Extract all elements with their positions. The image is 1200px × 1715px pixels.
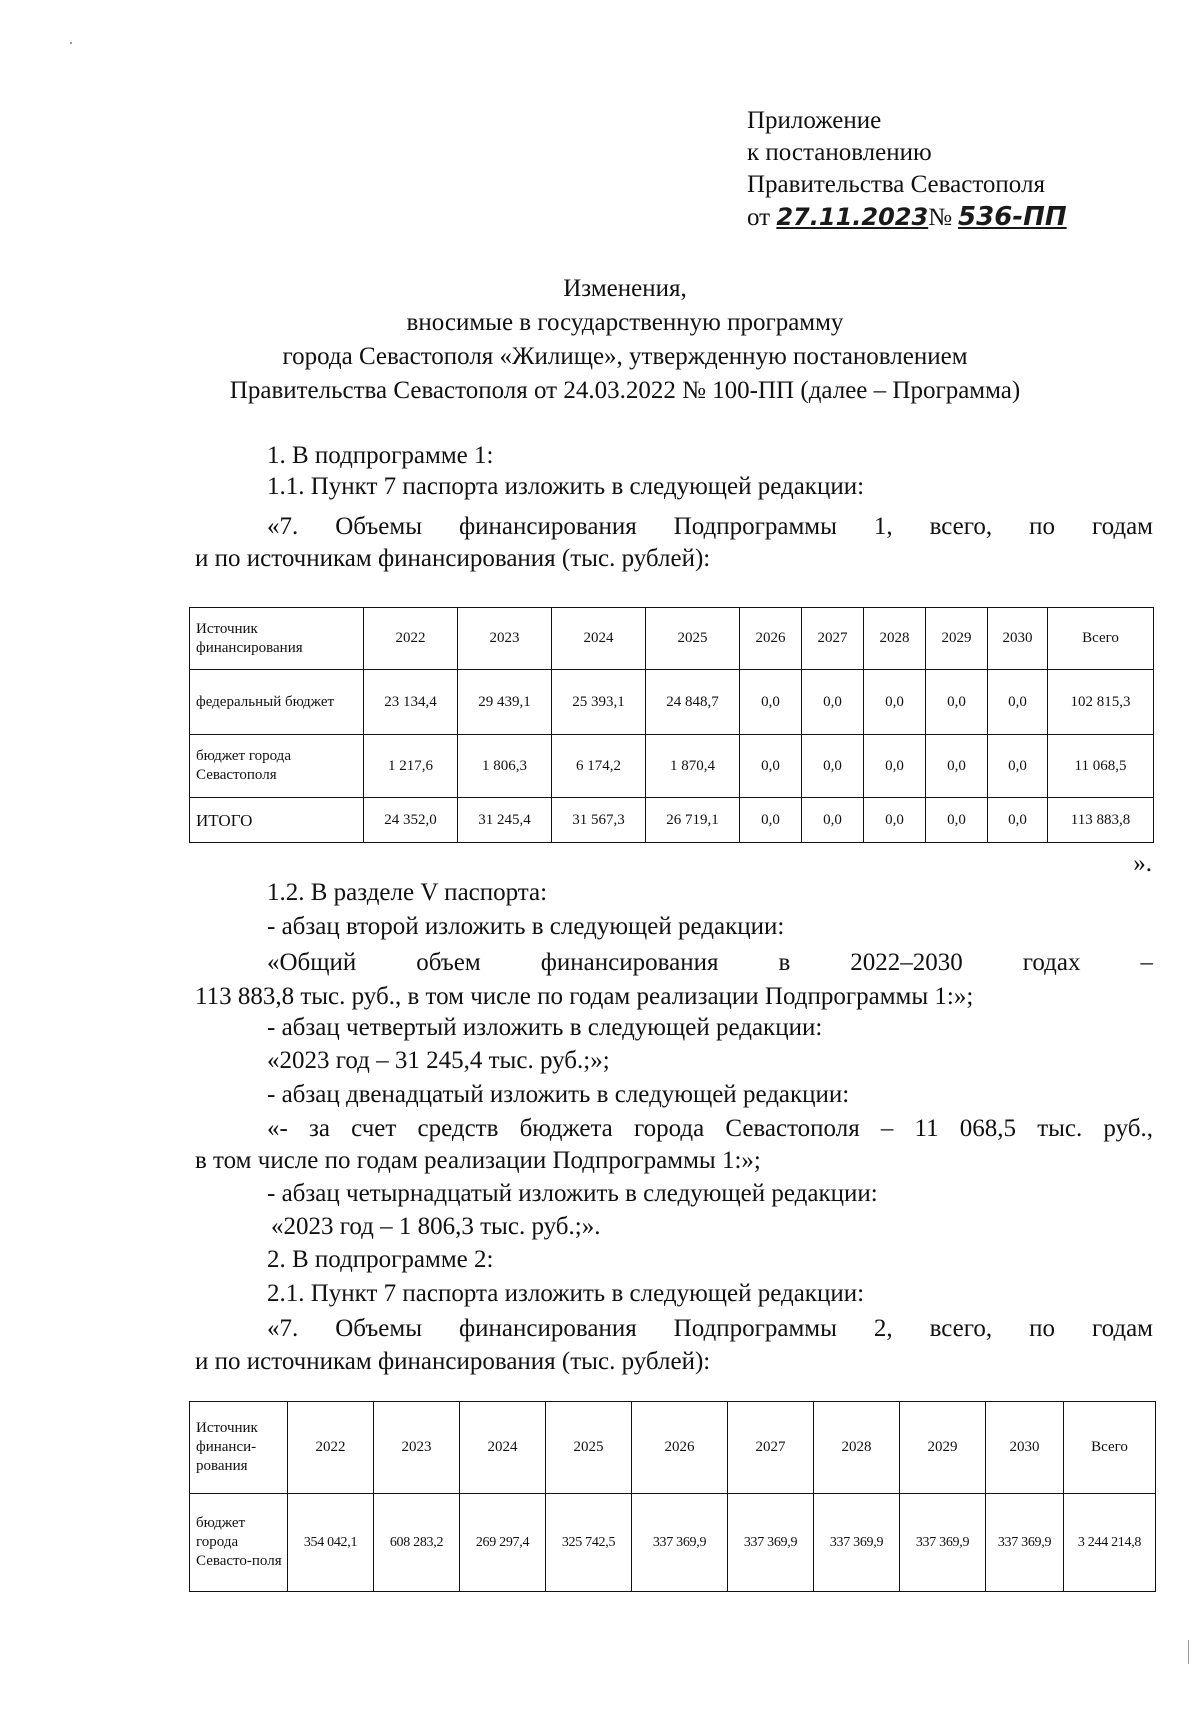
table-header-cell: Всего bbox=[1048, 608, 1154, 670]
paragraph-1-2-h: «2023 год – 1 806,3 тыс. руб.;». bbox=[271, 1213, 601, 1240]
title-line-2: вносимые в государственную программу bbox=[406, 309, 844, 336]
table-cell: 0,0 bbox=[802, 670, 864, 735]
table-header-cell: 2027 bbox=[728, 1402, 814, 1494]
paragraph-1-2-d: «2023 год – 31 245,4 тыс. руб.;»; bbox=[267, 1047, 610, 1074]
table-header-cell: 2026 bbox=[632, 1402, 728, 1494]
table-cell: 608 283,2 bbox=[374, 1494, 460, 1592]
table-cell: 11 068,5 bbox=[1048, 735, 1154, 798]
table-cell: ИТОГО bbox=[190, 798, 364, 843]
table-total-row bbox=[190, 798, 1154, 843]
table-cell: 1 870,4 bbox=[646, 735, 740, 798]
table-cell: 29 439,1 bbox=[458, 670, 552, 735]
table-header-cell: 2025 bbox=[646, 608, 740, 670]
table-header-cell: Источник финанси-рования bbox=[190, 1402, 288, 1494]
table-cell: 0,0 bbox=[740, 798, 802, 843]
paragraph-2-1-quote-a: «7. Объемы финансирования Подпрограммы 2, всего, по годам bbox=[267, 1315, 1153, 1342]
paragraph-1-1: 1.1. Пункт 7 паспорта изложить в следующей редакции: bbox=[267, 473, 865, 500]
appendix-line-2: к постановлению bbox=[747, 139, 932, 166]
table-header-cell: Источник финансирования bbox=[190, 608, 364, 670]
table-header-cell: 2025 bbox=[546, 1402, 632, 1494]
table-header-cell: 2029 bbox=[900, 1402, 986, 1494]
table-cell: 0,0 bbox=[988, 670, 1048, 735]
table-cell: 25 393,1 bbox=[552, 670, 646, 735]
table-header-cell: 2024 bbox=[460, 1402, 546, 1494]
from-label: от bbox=[747, 204, 771, 231]
table-cell: 1 806,3 bbox=[458, 735, 552, 798]
table-cell: 337 369,9 bbox=[632, 1494, 728, 1592]
table-cell: 31 567,3 bbox=[552, 798, 646, 843]
table-header-cell: 2028 bbox=[864, 608, 926, 670]
table-header-cell: 2023 bbox=[458, 608, 552, 670]
paragraph-1-2: 1.2. В разделе V паспорта: bbox=[267, 879, 548, 906]
table-row bbox=[190, 670, 1154, 735]
table-cell: 337 369,9 bbox=[986, 1494, 1064, 1592]
table-cell: 0,0 bbox=[740, 735, 802, 798]
table-cell: 31 245,4 bbox=[458, 798, 552, 843]
paragraph-1-2-a: - абзац второй изложить в следующей редакции: bbox=[267, 913, 785, 940]
table-header-cell: 2030 bbox=[986, 1402, 1064, 1494]
table-cell: 0,0 bbox=[864, 670, 926, 735]
table-header-cell: 2028 bbox=[814, 1402, 900, 1494]
table-row bbox=[190, 1494, 1156, 1592]
table-row bbox=[190, 735, 1154, 798]
table-header-cell: 2024 bbox=[552, 608, 646, 670]
financing-table-2 bbox=[189, 1401, 1156, 1592]
handwritten-date: 27.11.2023 bbox=[776, 203, 929, 231]
table-header-row bbox=[190, 1402, 1156, 1494]
table-cell: 0,0 bbox=[926, 798, 988, 843]
table-cell: 0,0 bbox=[802, 798, 864, 843]
title-line-4: Правительства Севастополя от 24.03.2022 № 100-ПП (далее – Программа) bbox=[229, 377, 1021, 404]
table-header-cell: 2027 bbox=[802, 608, 864, 670]
table-header-cell: 2029 bbox=[926, 608, 988, 670]
paragraph-1: 1. В подпрограмме 1: bbox=[267, 442, 494, 469]
table-header-row bbox=[190, 608, 1154, 670]
paragraph-1-2-c: - абзац четвертый изложить в следующей редакции: bbox=[267, 1014, 823, 1041]
table-cell: 0,0 bbox=[926, 670, 988, 735]
table-cell: 337 369,9 bbox=[900, 1494, 986, 1592]
paragraph-1-1-quote-b: и по источникам финансирования (тыс. рублей): bbox=[195, 545, 711, 572]
table-cell: 24 352,0 bbox=[364, 798, 458, 843]
paragraph-1-2-f1: «- за счет средств бюджета города Севастополя – 11 068,5 тыс. руб., bbox=[267, 1115, 1153, 1142]
table-cell: 23 134,4 bbox=[364, 670, 458, 735]
table-cell: 269 297,4 bbox=[460, 1494, 546, 1592]
paragraph-1-2-b2: 113 883,8 тыс. руб., в том числе по годам реализации Подпрограммы 1:»; bbox=[195, 983, 974, 1010]
title-line-3: города Севастополя «Жилище», утвержденную постановлением bbox=[282, 343, 968, 370]
table-header-cell: 2022 bbox=[288, 1402, 374, 1494]
table-cell: федеральный бюджет bbox=[190, 670, 364, 735]
table-cell: 3 244 214,8 bbox=[1064, 1494, 1156, 1592]
table-cell: 0,0 bbox=[926, 735, 988, 798]
appendix-line-3: Правительства Севастополя bbox=[747, 171, 1045, 198]
paragraph-1-2-e: - абзац двенадцатый изложить в следующей редакции: bbox=[267, 1081, 850, 1108]
title-line-1: Изменения, bbox=[563, 275, 687, 302]
table-cell: 325 742,5 bbox=[546, 1494, 632, 1592]
document-title bbox=[195, 272, 1055, 408]
handwritten-number: 536-ПП bbox=[958, 202, 1067, 232]
table-cell: 113 883,8 bbox=[1048, 798, 1154, 843]
table-cell: 337 369,9 bbox=[728, 1494, 814, 1592]
appendix-block bbox=[747, 105, 1147, 234]
table-cell: 24 848,7 bbox=[646, 670, 740, 735]
paragraph-2: 2. В подпрограмме 2: bbox=[267, 1246, 494, 1273]
number-label: № bbox=[928, 204, 953, 231]
table-header-cell: 2030 bbox=[988, 608, 1048, 670]
table-header-cell: 2022 bbox=[364, 608, 458, 670]
table-cell: 0,0 bbox=[864, 798, 926, 843]
table-cell: 102 815,3 bbox=[1048, 670, 1154, 735]
table-cell: бюджет города Севасто-поля bbox=[190, 1494, 288, 1592]
table-header-cell: Всего bbox=[1064, 1402, 1156, 1494]
table-cell: 337 369,9 bbox=[814, 1494, 900, 1592]
table-cell: 0,0 bbox=[864, 735, 926, 798]
appendix-date-row bbox=[747, 201, 1147, 234]
closing-quote: ». bbox=[1133, 850, 1152, 877]
financing-table-1 bbox=[189, 607, 1154, 843]
table-cell: 354 042,1 bbox=[288, 1494, 374, 1592]
paragraph-1-2-b1: «Общий объем финансирования в 2022–2030 годах – bbox=[267, 949, 1153, 976]
table-cell: 0,0 bbox=[802, 735, 864, 798]
table-cell: 0,0 bbox=[988, 798, 1048, 843]
table-cell: 0,0 bbox=[988, 735, 1048, 798]
table-header-cell: 2023 bbox=[374, 1402, 460, 1494]
table-cell: 26 719,1 bbox=[646, 798, 740, 843]
paragraph-1-2-g: - абзац четырнадцатый изложить в следующей редакции: bbox=[267, 1180, 878, 1207]
scan-speck bbox=[70, 42, 72, 44]
table-cell: 0,0 bbox=[740, 670, 802, 735]
appendix-line-1: Приложение bbox=[747, 107, 882, 134]
paragraph-2-1: 2.1. Пункт 7 паспорта изложить в следующей редакции: bbox=[267, 1280, 865, 1307]
table-cell: 6 174,2 bbox=[552, 735, 646, 798]
scan-edge-mark bbox=[1188, 1640, 1189, 1664]
table-cell: 1 217,6 bbox=[364, 735, 458, 798]
paragraph-1-1-quote-a: «7. Объемы финансирования Подпрограммы 1, всего, по годам bbox=[267, 513, 1153, 540]
paragraph-1-2-f2: в том числе по годам реализации Подпрограммы 1:»; bbox=[195, 1147, 761, 1174]
table-cell: бюджет города Севастополя bbox=[190, 735, 364, 798]
table-header-cell: 2026 bbox=[740, 608, 802, 670]
paragraph-2-1-quote-b: и по источникам финансирования (тыс. рублей): bbox=[195, 1348, 711, 1375]
